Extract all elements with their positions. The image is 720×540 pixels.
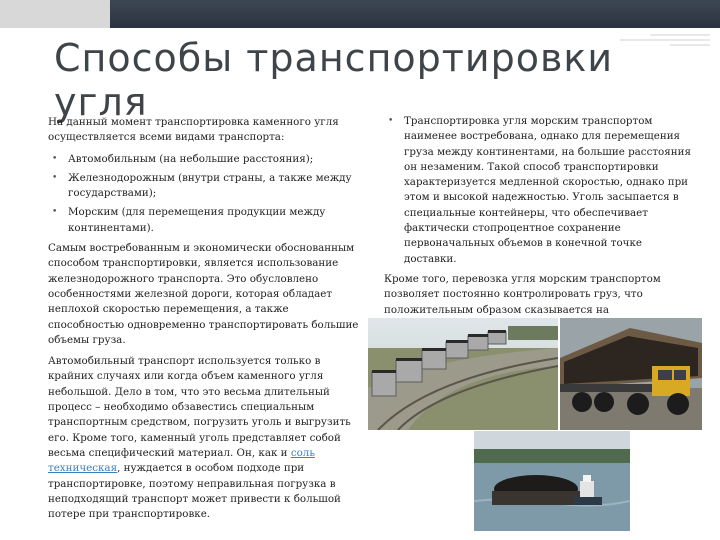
list-item-text: Автомобильным (на небольшие расстояния); (68, 152, 314, 165)
bullet-icon: • (388, 116, 394, 126)
road-paragraph-text-end: , нуждается в особом подходе при транспортировке, поэтому неправильная погрузка в неподходящий транспорт может привести к большой потере при транспортировке. (48, 462, 341, 521)
list-item (48, 152, 360, 167)
list-item (48, 205, 360, 236)
right-column (384, 114, 694, 339)
road-paragraph (48, 354, 360, 522)
coal-truck-photo (560, 318, 702, 430)
slide-title: Способы транспортировки угля (54, 36, 614, 124)
coal-train-photo (368, 318, 558, 430)
technical-salt-link[interactable]: соль техническая (48, 446, 315, 475)
left-column (48, 115, 360, 528)
road-paragraph-text: Автомобильный транспорт используется только в крайних случаях или когда объем каменного угля небольшой. Дело в том, что это весьма длительный процесс – необходимо обзавестись специальным транспортным средством, погрузить уголь и выгрузить его. Кроме того, каменный уголь представляет собой весьма специфический материал. Он, как и (48, 355, 351, 459)
top-bar-dark-segment (110, 0, 720, 28)
intro-text: На данный момент транспортировка каменного угля осуществляется всеми видами транспорта: (48, 116, 339, 144)
bullet-icon: • (52, 207, 58, 218)
bullet-icon: • (52, 172, 58, 183)
transport-list (48, 152, 360, 236)
top-bar-light-segment (0, 0, 110, 28)
sea-list (384, 114, 694, 267)
sea-paragraph: Кроме того, перевозка угля морским транспортом позволяет постоянно контролировать груз, что положительным образом сказывается на (384, 272, 661, 316)
list-item-text: Транспортировка угля морским транспортом наименее востребована, однако для перемещения груза между континентами, на большие расстояния он незаменим. Такой способ транспортировки характеризуется медленной скоростью, однако при этом и высокой надежностью. Уголь засыпается в специальные контейнеры, что обеспечивает фактически стопроцентное сохранение первоначальных объемов в конечной точке доставки. (404, 115, 691, 265)
top-bar (0, 0, 720, 28)
list-item (48, 171, 360, 202)
coal-barge-photo (474, 431, 630, 531)
list-item (384, 114, 694, 267)
list-item-text: Морским (для перемещения продукции между континентами). (68, 206, 326, 234)
list-item-text: Железнодорожным (внутри страны, а также между государствами); (68, 171, 352, 200)
railway-paragraph: Самым востребованным и экономически обоснованным способом транспортировки, является использование железнодорожного транспорта. Это обусловлено особенностями железной дороги, которая обладает неплохой скоростью перемещения, а также способностью одновременно транспортировать большие объемы груза. (48, 242, 359, 346)
bullet-icon: • (52, 153, 58, 164)
